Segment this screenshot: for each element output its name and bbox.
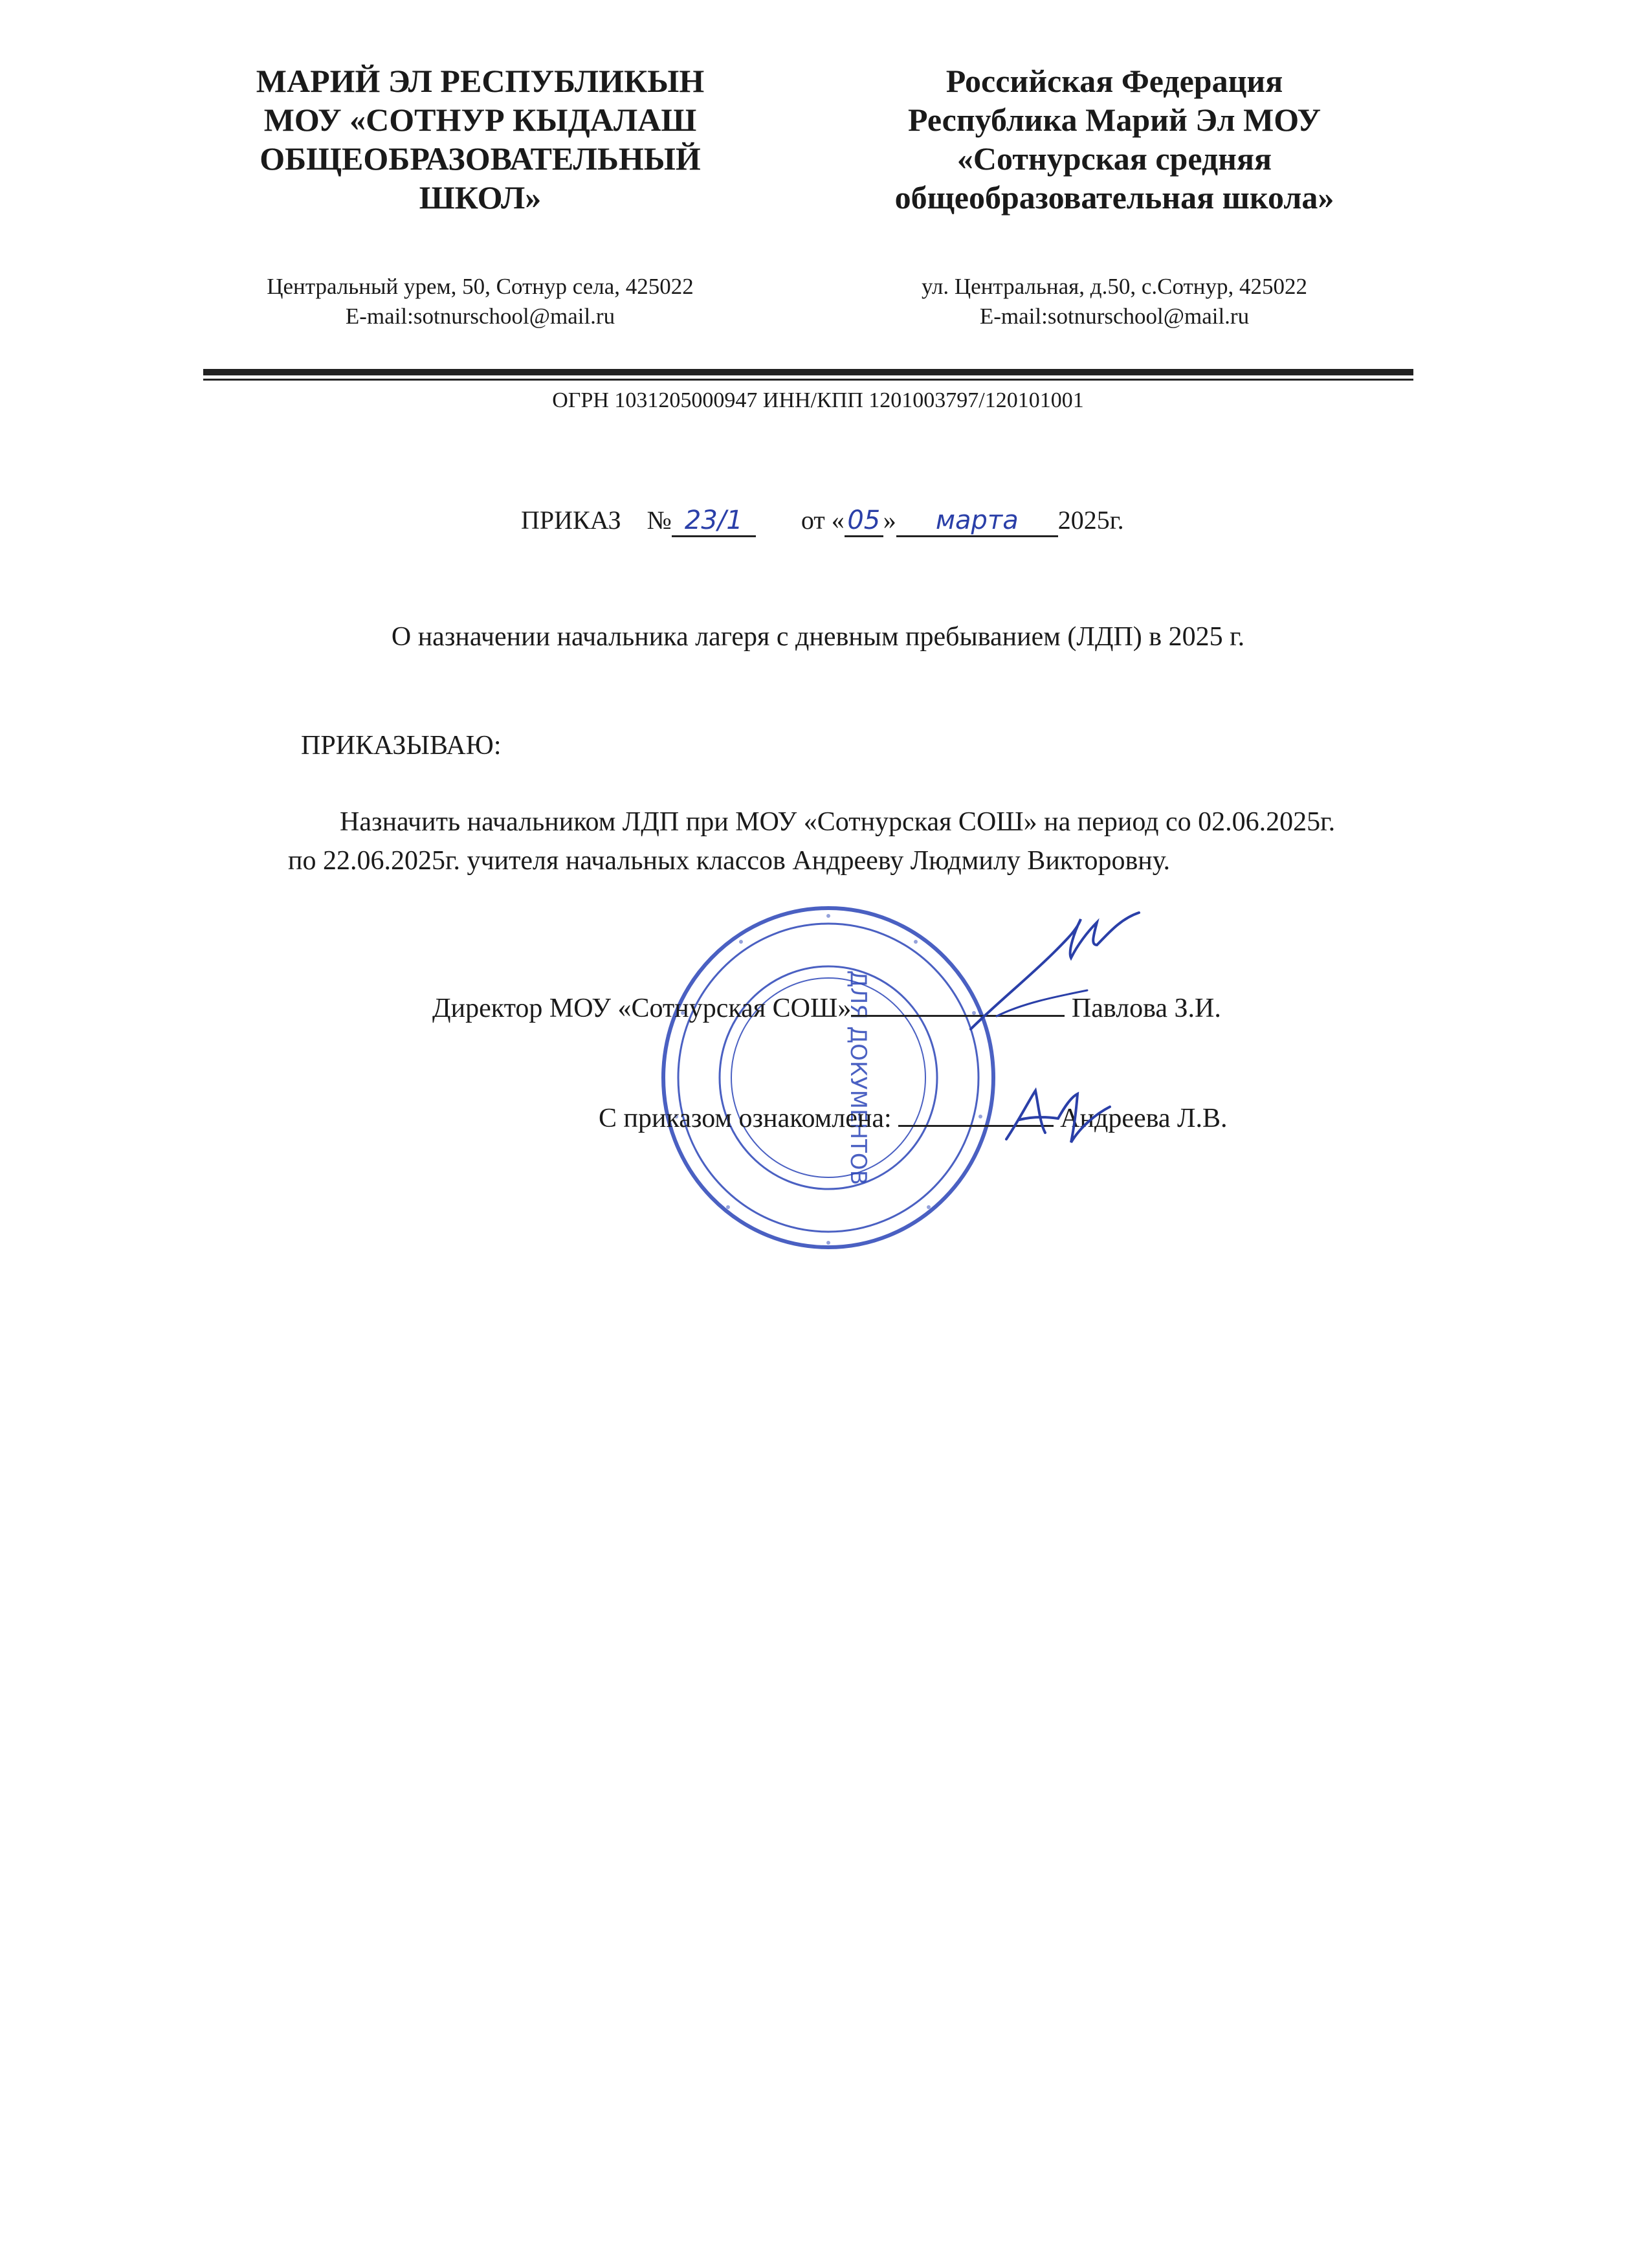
directive-heading: ПРИКАЗЫВАЮ: (301, 731, 502, 761)
acknowledgement-label: С приказом ознакомлена: (599, 1104, 892, 1133)
registration-numbers: ОГРН 1031205000947 ИНН/КПП 1201003797/120101001 (552, 388, 1084, 412)
order-number-field (672, 505, 756, 537)
header-left-contacts (195, 272, 765, 331)
order-body-line-2: по 22.06.2025г. учителя начальных классов Андрееву Людмилу Викторовну. (288, 846, 1171, 876)
order-month-field (896, 505, 1058, 537)
header-right-contacts (830, 272, 1399, 331)
header-left (195, 61, 765, 329)
acknowledgement-line (599, 1100, 1228, 1134)
order-line (521, 505, 1124, 537)
order-day-field (845, 505, 883, 537)
header-left-email: E-mail:sotnurschool@mail.ru (345, 304, 615, 329)
order-day: 05 (847, 506, 881, 535)
order-number-prefix: № (647, 506, 672, 535)
order-subject: О назначении начальника лагеря с дневным пребыванием (ЛДП) в 2025 г. (391, 622, 1245, 652)
official-seal (657, 903, 1000, 1252)
order-date-mid: » (883, 506, 896, 535)
header-divider-thick (203, 369, 1413, 375)
order-number: 23/1 (684, 506, 743, 535)
header-divider-thin (203, 379, 1413, 381)
header-right-address: ул. Центральная, д.50, с.Сотнур, 425022 (921, 274, 1308, 299)
seal-center-text: ДЛЯ ДОКУМЕНТОВ (845, 970, 871, 1185)
order-label: ПРИКАЗ (521, 506, 621, 535)
header-left-title: МАРИЙ ЭЛ РЕСПУБЛИКЫН МОУ «СОТНУР КЫДАЛАШ ОБЩЕОБРАЗОВАТЕЛЬНЫЙ ШКОЛ» (256, 63, 705, 216)
order-body (288, 803, 1576, 880)
acknowledgement-handwritten-signature (1000, 1081, 1116, 1152)
header-right (830, 61, 1399, 329)
director-name: Павлова З.И. (1071, 994, 1221, 1023)
order-body-line-1: Назначить начальником ЛДП при МОУ «Сотнурская СОШ» на период со 02.06.2025г. (340, 807, 1336, 837)
header-left-address: Центральный урем, 50, Сотнур села, 425022 (267, 274, 694, 299)
order-month: марта (935, 506, 1019, 535)
order-date-from: от « (801, 506, 845, 535)
header-right-email: E-mail:sotnurschool@mail.ru (979, 304, 1250, 329)
order-year: 2025г. (1057, 506, 1124, 535)
header-right-title: Российская Федерация Республика Марий Эл МОУ «Сотнурская средняя общеобразовательная школа» (894, 63, 1334, 216)
director-label: Директор МОУ «Сотнурская СОШ» (432, 994, 852, 1023)
director-handwritten-signature (958, 906, 1165, 1036)
acknowledgement-name: Андреева Л.В. (1060, 1104, 1228, 1133)
